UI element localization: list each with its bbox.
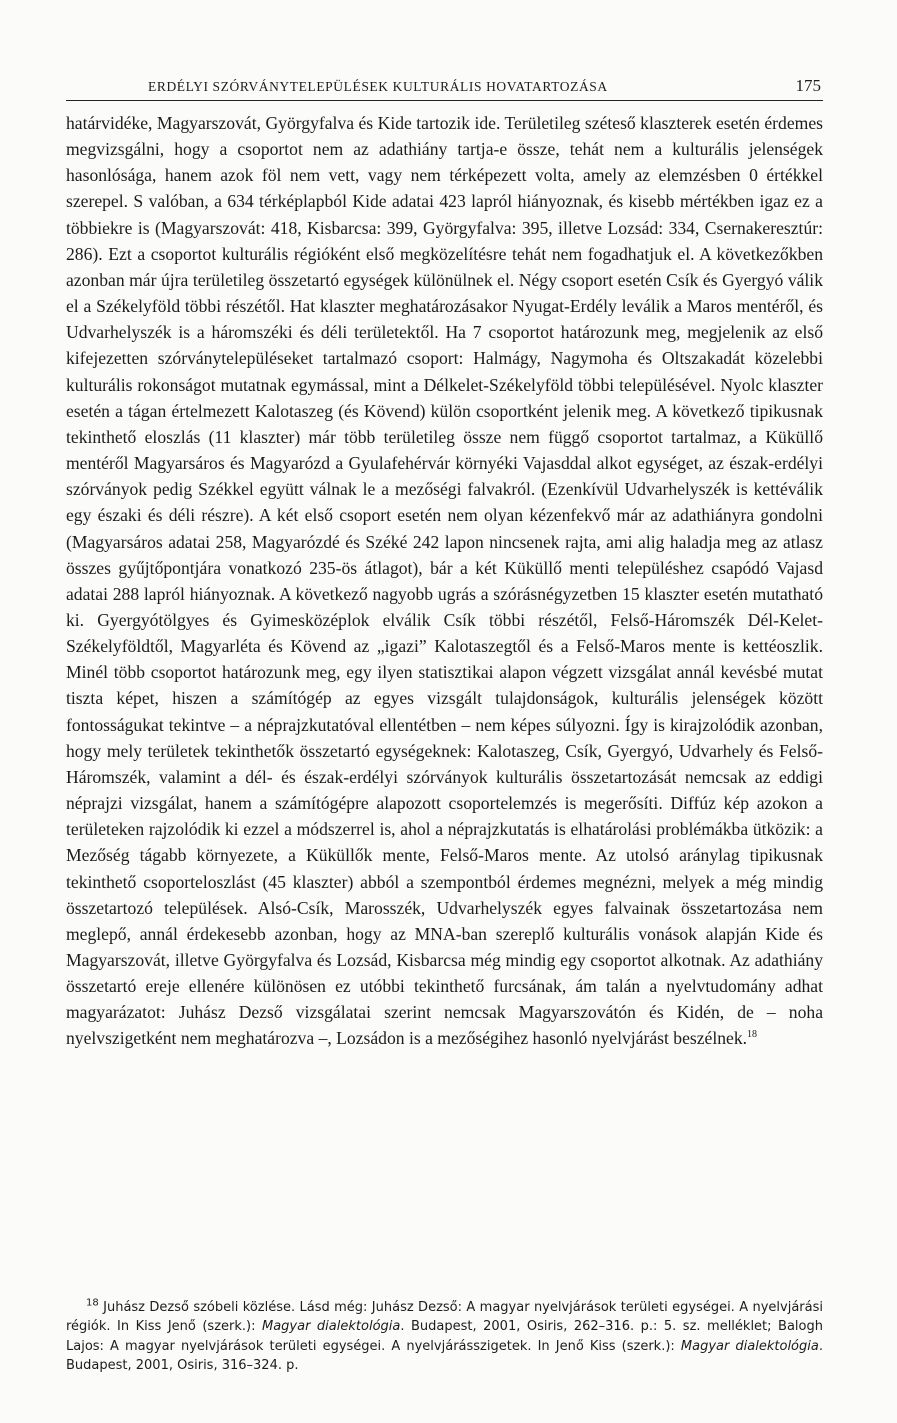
footnote-book-title-2: Magyar dialektológia: [680, 1338, 819, 1354]
footnote: [66, 1298, 823, 1375]
footnote-book-title-1: Magyar dialektológia: [261, 1319, 401, 1335]
page-number: 175: [795, 76, 821, 95]
page-header: [66, 78, 823, 101]
body-text: határvidéke, Magyarszovát, Györgyfalva és Kide tartozik ide. Területileg széteső klaszterek esetén érdemes megvizsgálni, hogy a csoportot nem az adathiány tartja-e össze, tehát nem a kulturális jelenségek hasonlósága, hanem azok föl nem vett, vagy nem térképezett volta, amely az elemzésben 0 értékkel szerepel. S valóban, a 634 térképlapból Kide adatai 423 lapról hiányoznak, és kisebb mértékben igaz ez a többiekre is (Magyarszovát: 418, Kisbarcsa: 399, Györgyfalva: 395, illetve Lozsád: 334, Csernakeresztúr: 286). Ezt a csoportot kulturális régióként első megközelítésre tehát nem fogadhatjuk el. A következőkben azonban már újra területileg összetartó egységek különülnek el. Négy csoport esetén Csík és Gyergyó válik el a Székelyföld többi részétől. Hat klaszter meghatározásakor Nyugat-Erdély leválik a Maros mentéről, és Udvarhelyszék is a háromszéki és déli területektől. Ha 7 csoportot határozunk meg, megjelenik az első kifejezetten szórványtelepüléseket tartalmazó csoport: Halmágy, Nagymoha és Oltszakadát közelebbi kulturális rokonságot mutatnak egymással, mint a Délkelet-Székelyföld többi településével. Nyolc klaszter esetén a tágan értelmezett Kalotaszeg (és Kövend) külön csoportként jelenik meg. A következő tipikusnak tekinthető eloszlás (11 klaszter) már több területileg össze nem függő csoportot tartalmaz, a Küküllő mentéről Magyarsáros és Magyarózd a Gyulafehérvár környéki Vajasddal alkot egységet, az észak-erdélyi szórványok pedig Székkel együtt válnak le a mezőségi falvakról. (Ezenkívül Udvarhelyszék is kettéválik egy északi és déli részre). A két első csoport esetén nem olyan kézenfekvő már az adathiányra gondolni (Magyarsáros adatai 258, Magyarózdé és Széké 242 lapon nincsenek rajta, ami alig haladja meg az atlasz összes gyűjtőpontjára vonatkozó 235-ös átlagot), bár a két Küküllő menti településhez csapódó Vajasd adatai 288 lapról hiányoznak. A következő nagyobb ugrás a szórásnégyzetben 15 klaszter esetén mutatható ki. Gyergyótölgyes és Gyimesközéplok elválik Csík többi részétől, Felső-Háromszék Dél-Kelet- Székelyföldtől, Magyarléta és Kövend az „igazi” Kalotaszegtől és a Felső-Maros mente is kettéoszlik. Minél több csoportot határozunk meg, egy ilyen statisztikai alapon végzett vizsgálat annál kevésbé mutat tiszta képet, hiszen a számítógép az egyes vizsgált tulajdonságok, kulturális jelenségek között fontosságukat tekintve – a néprajzkutatóval ellentétben – nem képes súlyozni. Így is kirajzolódik azonban, hogy mely területek tekinthetők összetartó egységeknek: Kalotaszeg, Csík, Gyergyó, Udvarhely és Felső-Háromszék, valamint a dél- és észak-erdélyi szórványok kulturális összetartozását nemcsak az eddigi néprajzi vizsgálat, hanem a számítógépre alapozott csoportelemzés is megerősíti. Diffúz kép azokon a területeken rajzolódik ki ezzel a módszerrel is, ahol a néprajzkutatás is elhatárolási problémákba ütközik: a Mezőség tágabb környezete, a Küküllők mente, Felső-Maros mente. Az utolsó aránylag tipikusnak tekinthető csoporteloszlást (45 klaszter) abból a szempontból érdemes megnézni, melyek a még mindig összetartozó települések. Alsó-Csík, Marosszék, Udvarhelyszék egyes falvainak összetartozása nem meglepő, annál érdekesebb azonban, hogy az MNA-ban szereplő kulturális vonások alapján Kide és Magyarszovát, illetve Györgyfalva és Lozsád, Kisbarcsa még mindig egy csoportot alkotnak. Az adathiány összetartó ereje ellenére különösen ez utóbbi tekinthető furcsának, ám talán a nyelvtudomány adhat magyarázatot: Juhász Dezső vizsgálatai szerint nemcsak Magyarszovátón és Kidén, de – noha nyelvszigetként nem meghatározva –, Lozsádon is a mezőségihez hasonló nyelvjárást beszélnek.: [66, 113, 823, 1049]
running-head: ERDÉLYI SZÓRVÁNYTELEPÜLÉSEK KULTURÁLIS HOVATARTOZÁSA: [148, 79, 608, 94]
footnote-text-2: . Budapest, 2001, Osiris, 262–316. p.: 5. sz. melléklet; Balogh Lajos: A magyar nyelvjárások területi egységei. A nyelvjárásszigetek. In Jenő Kiss (szerk.):: [66, 1319, 823, 1354]
footnote-text-1: Juhász Dezső szóbeli közlése. Lásd még: Juhász Dezső: A magyar nyelvjárások területi egységei. A nyelvjárási régiók. In Kiss Jenő (szerk.):: [66, 1300, 823, 1335]
footnote-text-3: . Budapest, 2001, Osiris, 316–324. p.: [66, 1338, 823, 1373]
footnote-reference[interactable]: 18: [747, 1029, 758, 1041]
footnote-number: 18: [86, 1297, 99, 1309]
body-paragraph: [66, 110, 823, 1052]
